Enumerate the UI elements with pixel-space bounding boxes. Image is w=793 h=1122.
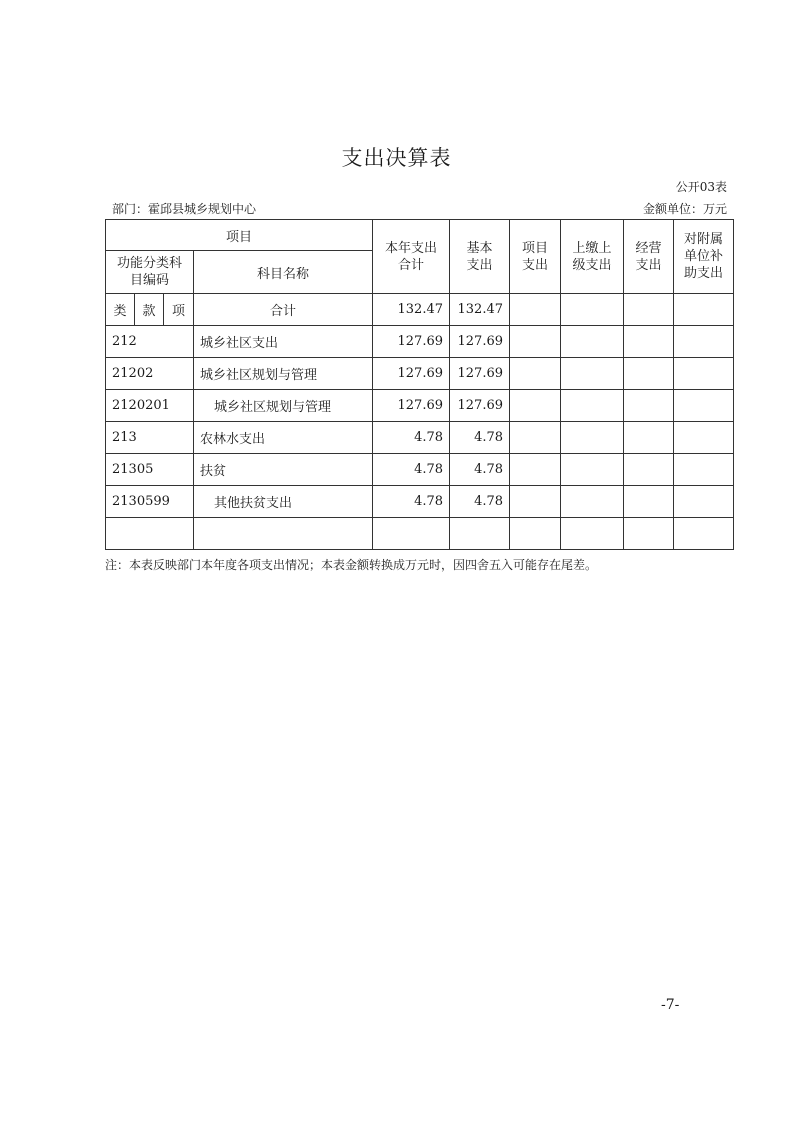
header-subsidy: 对附属 单位补 助支出 — [674, 220, 734, 294]
header-item: 项目 — [106, 220, 373, 251]
row-name: 合计 — [194, 294, 373, 326]
row-basic: 4.78 — [450, 486, 510, 518]
expenditure-table — [105, 219, 734, 550]
page-number: -7- — [661, 997, 680, 1013]
page-title: 支出决算表 — [341, 146, 452, 170]
table-row-empty — [106, 518, 734, 550]
table-row — [106, 358, 734, 390]
footnote: 注：本表反映部门本年度各项支出情况；本表金额转换成万元时，因四舍五入可能存在尾差。 — [105, 558, 598, 572]
header-subject-name: 科目名称 — [194, 251, 373, 294]
row-total: 127.69 — [373, 326, 450, 358]
row-total: 132.47 — [373, 294, 450, 326]
row-code: 2120201 — [106, 390, 194, 422]
row-name: 城乡社区规划与管理 — [194, 390, 373, 422]
row-total: 4.78 — [373, 422, 450, 454]
header-turn-in: 上缴上 级支出 — [561, 220, 624, 294]
row-code: 213 — [106, 422, 194, 454]
table-row-total — [106, 294, 734, 326]
table-code: 公开03表 — [675, 180, 727, 194]
row-total: 4.78 — [373, 454, 450, 486]
row-name: 城乡社区支出 — [194, 326, 373, 358]
row-total: 127.69 — [373, 390, 450, 422]
header-kuan: 款 — [135, 294, 164, 326]
row-name: 农林水支出 — [194, 422, 373, 454]
row-code: 2130599 — [106, 486, 194, 518]
row-code: 21202 — [106, 358, 194, 390]
table-row — [106, 454, 734, 486]
header-lei: 类 — [106, 294, 135, 326]
table-row — [106, 486, 734, 518]
row-basic: 4.78 — [450, 454, 510, 486]
table-row — [106, 326, 734, 358]
row-total: 127.69 — [373, 358, 450, 390]
row-basic: 127.69 — [450, 358, 510, 390]
row-code: 21305 — [106, 454, 194, 486]
header-func-code: 功能分类科 目编码 — [106, 251, 194, 294]
row-basic: 132.47 — [450, 294, 510, 326]
header-basic: 基本 支出 — [450, 220, 510, 294]
row-code: 212 — [106, 326, 194, 358]
row-basic: 127.69 — [450, 326, 510, 358]
row-basic: 4.78 — [450, 422, 510, 454]
table-row — [106, 390, 734, 422]
row-name: 城乡社区规划与管理 — [194, 358, 373, 390]
amount-unit-label: 金额单位：万元 — [642, 202, 727, 216]
row-name: 其他扶贫支出 — [194, 486, 373, 518]
row-name: 扶贫 — [194, 454, 373, 486]
header-project: 项目 支出 — [510, 220, 561, 294]
row-basic: 127.69 — [450, 390, 510, 422]
table-row — [106, 422, 734, 454]
row-total: 4.78 — [373, 486, 450, 518]
header-total: 本年支出 合计 — [373, 220, 450, 294]
header-business: 经营 支出 — [624, 220, 674, 294]
department-label: 部门：霍邱县城乡规划中心 — [112, 202, 257, 216]
header-xiang: 项 — [164, 294, 194, 326]
